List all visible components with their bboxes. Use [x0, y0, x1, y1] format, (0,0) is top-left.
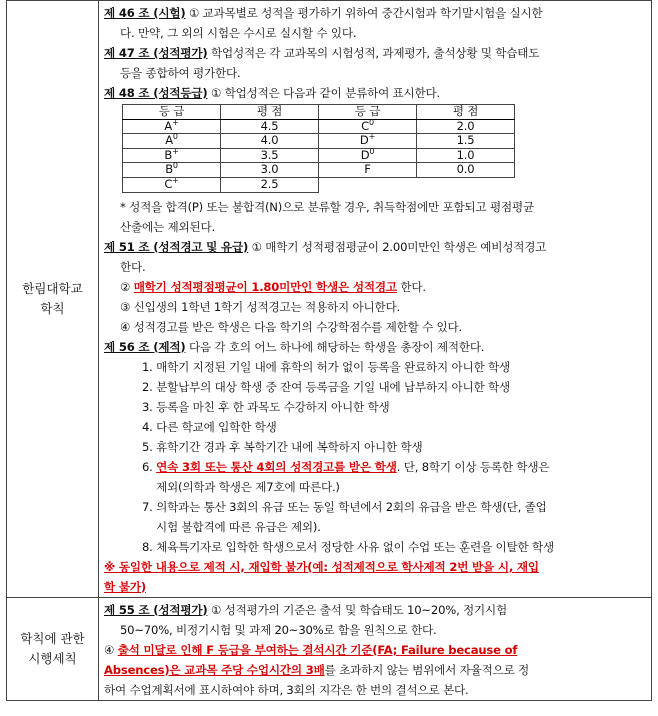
art55-title: 제 55 조 (성적평가)	[104, 602, 208, 617]
point-header: 평 점	[221, 105, 319, 120]
grade-cell: $D^0$	[319, 148, 417, 163]
art55-item4-highlight: Absences)은 교과목 주당 수업시간의 3배	[104, 662, 325, 677]
grade-header: 등 급	[319, 105, 417, 120]
art46-line2: 다. 만약, 그 외의 시험은 수시로 실시할 수 있다.	[120, 26, 357, 40]
label-line: 시행세칙	[28, 650, 77, 666]
label-line: 한림대학교	[22, 280, 83, 296]
art51-item2-highlight: 매학기 성적평점평균이 1.80미만인 학생은 성적경고	[133, 279, 397, 294]
label-line: 학칙	[40, 300, 65, 316]
grade-table	[122, 104, 515, 193]
art56-item6-highlight: 연속 3회 또는 통산 4회의 성적경고를 받은 학생	[156, 459, 397, 474]
grade-cell: D+	[319, 134, 417, 149]
art51-item2: ② 매학기 성적평점평균이 1.80미만인 학생은 성적경고 한다.	[120, 279, 426, 294]
art56-item7-line1: 7. 의학과는 통산 3회의 유급 또는 동일 학년에서 2회의 유급을 받은 학생(단, 졸업	[142, 499, 547, 514]
art47-text: 학업성적은 각 교과목의 시험성적, 과제평가, 출석상황 및 학습태도	[207, 46, 540, 60]
art46-title: 제 46 조 (시험)	[104, 6, 186, 20]
grade-row	[123, 148, 515, 163]
art51-item3: ③ 신입생의 1학년 1학기 성적경고는 적용하지 아니한다.	[120, 299, 400, 314]
section-label-enforcement-rules	[7, 597, 99, 700]
art56-item: 3. 등록을 마친 후 한 과목도 수강하지 아니한 학생	[142, 399, 390, 414]
art56-item: 4. 다른 학교에 입학한 학생	[142, 419, 277, 434]
grade-row	[123, 119, 515, 134]
art56-item: 1. 매학기 지정된 기일 내에 휴학의 허가 없이 등록을 완료하지 아니한 학생	[142, 359, 510, 374]
point-cell: 2.5	[221, 177, 319, 192]
art56-item6-line2: 제외(의학과 학생은 제7호에 따른다.)	[156, 479, 340, 494]
point-cell: 4.5	[221, 119, 319, 134]
art56-item: 5. 휴학기간 경과 후 복학기간 내에 복학하지 아니한 학생	[142, 439, 423, 454]
grade-row	[123, 177, 515, 192]
point-cell: 3.0	[221, 163, 319, 178]
art55-item4-line3: 하여 수업계획서에 표시하여야 하며, 3회의 지각은 한 번의 결석으로 본다.	[104, 682, 469, 697]
point-cell: 0.0	[417, 163, 515, 178]
art51-title: 제 51 조 (성적경고 및 유급)	[104, 239, 249, 254]
point-cell: 2.0	[417, 119, 515, 134]
section-row-enforcement-rules	[7, 597, 652, 700]
grade-cell: B+	[123, 148, 221, 163]
regulation-table	[6, 0, 652, 701]
art56-line1	[104, 337, 646, 357]
art56-warning-line2: 학 불가)	[104, 579, 146, 594]
art47-line1	[104, 43, 646, 63]
art55-line1	[104, 600, 646, 620]
section-content-university-rules	[99, 1, 652, 598]
point-header: 평 점	[417, 105, 515, 120]
art51-text: ① 매학기 성적평점평균이 2.00미만인 학생은 예비성적경고	[248, 239, 547, 254]
grade-cell: A+	[123, 119, 221, 134]
section-content-enforcement-rules	[99, 597, 652, 700]
art55-text: ① 성적평가의 기준은 출석 및 학습태도 10~20%, 정기시험	[207, 602, 508, 617]
art56-warning-line1: ※ 동일한 내용으로 제적 시, 재입학 불가(예: 성적제적으로 학사제적 2번 받을 시, 재입	[104, 559, 539, 574]
art55-item4-highlight: 출석 미달로 인해 F 등급을 부여하는 결석시간 기준(FA; Failure because of	[117, 642, 518, 657]
art48-line1	[104, 83, 646, 103]
art47-title: 제 47 조 (성적평가)	[104, 46, 208, 60]
point-cell: 3.5	[221, 148, 319, 163]
art56-item8: 8. 체육특기자로 입학한 학생으로서 정당한 사유 없이 수업 또는 훈련을 이탈한 학생	[142, 539, 554, 554]
grade-row	[123, 134, 515, 149]
art55-item4-line2: Absences)은 교과목 주당 수업시간의 3배를 초과하지 않는 범위에서 자율적으로 정	[104, 662, 530, 677]
art48-note-line1: * 성적을 합격(P) 또는 불합격(N)으로 분류할 경우, 취득학점에만 포함되고 평점평균	[120, 199, 534, 214]
point-cell: 1.5	[417, 134, 515, 149]
label-line: 학칙에 관한	[20, 630, 85, 646]
empty-cell	[319, 177, 417, 192]
point-cell: 4.0	[221, 134, 319, 149]
art48-note-line2: 산출에는 제외된다.	[120, 219, 215, 234]
art48-text: ① 학업성적은 다음과 같이 분류하여 표시한다.	[207, 86, 441, 100]
art56-intro: 다음 각 호의 어느 하나에 해당하는 학생을 총장이 제적한다.	[185, 339, 485, 354]
art51-item4: ④ 성적경고를 받은 학생은 다음 학기의 수강학점수를 제한할 수 있다.	[120, 319, 463, 334]
art51-line1	[104, 237, 646, 257]
grade-table-header	[123, 105, 515, 120]
art56-title: 제 56 조 (제적)	[104, 339, 186, 354]
section-label-university-rules	[7, 1, 99, 598]
art55-line2: 50~70%, 비정기시험 및 과제 20~30%로 함을 원칙으로 한다.	[120, 622, 437, 637]
grade-row	[123, 163, 515, 178]
art46-text: ① 교과목별로 성적을 평가하기 위하여 중간시험과 학기말시험을 실시한	[185, 6, 543, 20]
grade-cell: C+	[123, 177, 221, 192]
grade-cell: F	[319, 163, 417, 178]
art51-line2: 한다.	[120, 259, 146, 274]
section-row-university-rules	[7, 1, 652, 598]
grade-cell: $C^0$	[319, 119, 417, 134]
point-cell: 1.0	[417, 148, 515, 163]
art55-item4-line1: ④ 출석 미달로 인해 F 등급을 부여하는 결석시간 기준(FA; Failure because of	[104, 642, 518, 657]
art56-item7-line2: 시험 불합격에 따른 유급은 제외).	[156, 519, 321, 534]
art48-title: 제 48 조 (성적등급)	[104, 86, 208, 100]
art46-line1	[104, 3, 646, 23]
grade-header: 등 급	[123, 105, 221, 120]
art56-item: 2. 분할납부의 대상 학생 중 잔여 등록금을 기일 내에 납부하지 아니한 학생	[142, 379, 510, 394]
empty-cell	[417, 177, 515, 192]
art56-item6: 6. 연속 3회 또는 통산 4회의 성적경고를 받은 학생. 단, 8학기 이상 등록한 학생은	[142, 459, 550, 474]
grade-cell: $B^0$	[123, 163, 221, 178]
art47-line2: 등을 종합하여 평가한다.	[120, 66, 241, 80]
grade-cell: $A^0$	[123, 134, 221, 149]
